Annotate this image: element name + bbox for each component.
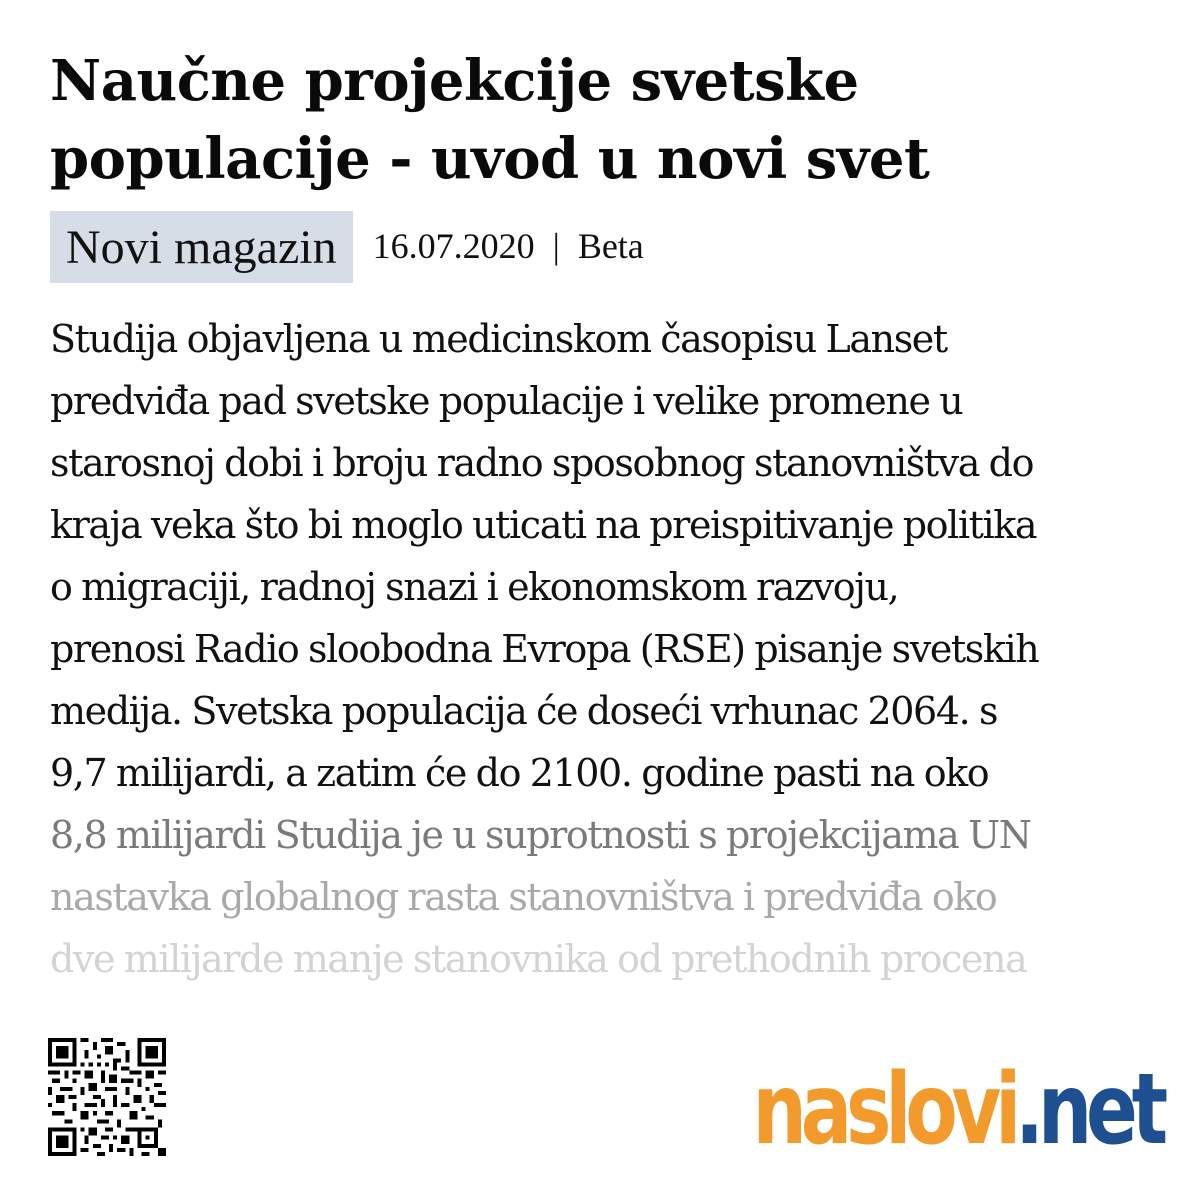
article-meta bbox=[50, 211, 644, 283]
site-logo[interactable] bbox=[753, 1055, 1162, 1165]
body-line-faded: dve milijarde manje stanovnika od prethodnih procena bbox=[50, 937, 1027, 981]
body-line-faded: 8,8 milijardi Studija je u suprotnosti s projekcijama UN bbox=[50, 813, 1031, 857]
body-line: o migraciji, radnoj snazi i ekonomskom razvoju, bbox=[50, 565, 899, 609]
body-line: kraja veka što bi moglo uticati na preispitivanje politika bbox=[50, 503, 1037, 547]
body-line: 9,7 milijardi, a zatim će do 2100. godine pasti na oko bbox=[50, 751, 989, 795]
body-line: starosnoj dobi i broju radno sposobnog stanovništva do bbox=[50, 441, 1034, 485]
body-line: medija. Svetska populacija će doseći vrhunac 2064. s bbox=[50, 689, 998, 733]
body-line: prenosi Radio sloobodna Evropa (RSE) pisanje svetskih bbox=[50, 627, 1039, 671]
publish-date: 16.07.2020 bbox=[372, 226, 535, 266]
qr-code-icon bbox=[48, 1038, 166, 1156]
body-line: Studija objavljena u medicinskom časopisu Lanset bbox=[50, 317, 947, 361]
body-line-faded: nastavka globalnog rasta stanovništva i predviđa oko bbox=[50, 875, 997, 919]
logo-text-net: .net bbox=[1015, 1053, 1162, 1167]
meta-info bbox=[373, 211, 644, 267]
body-line: predviđa pad svetske populacije i velike promene u bbox=[50, 379, 963, 423]
meta-separator: | bbox=[552, 226, 560, 266]
news-agency: Beta bbox=[577, 226, 644, 266]
article-body bbox=[50, 308, 1160, 990]
source-badge[interactable]: Novi magazin bbox=[50, 211, 353, 283]
article-title: Naučne projekcije svetske populacije - uvod u novi svet bbox=[50, 48, 930, 192]
logo-text-naslovi: naslovi bbox=[752, 1053, 1016, 1167]
